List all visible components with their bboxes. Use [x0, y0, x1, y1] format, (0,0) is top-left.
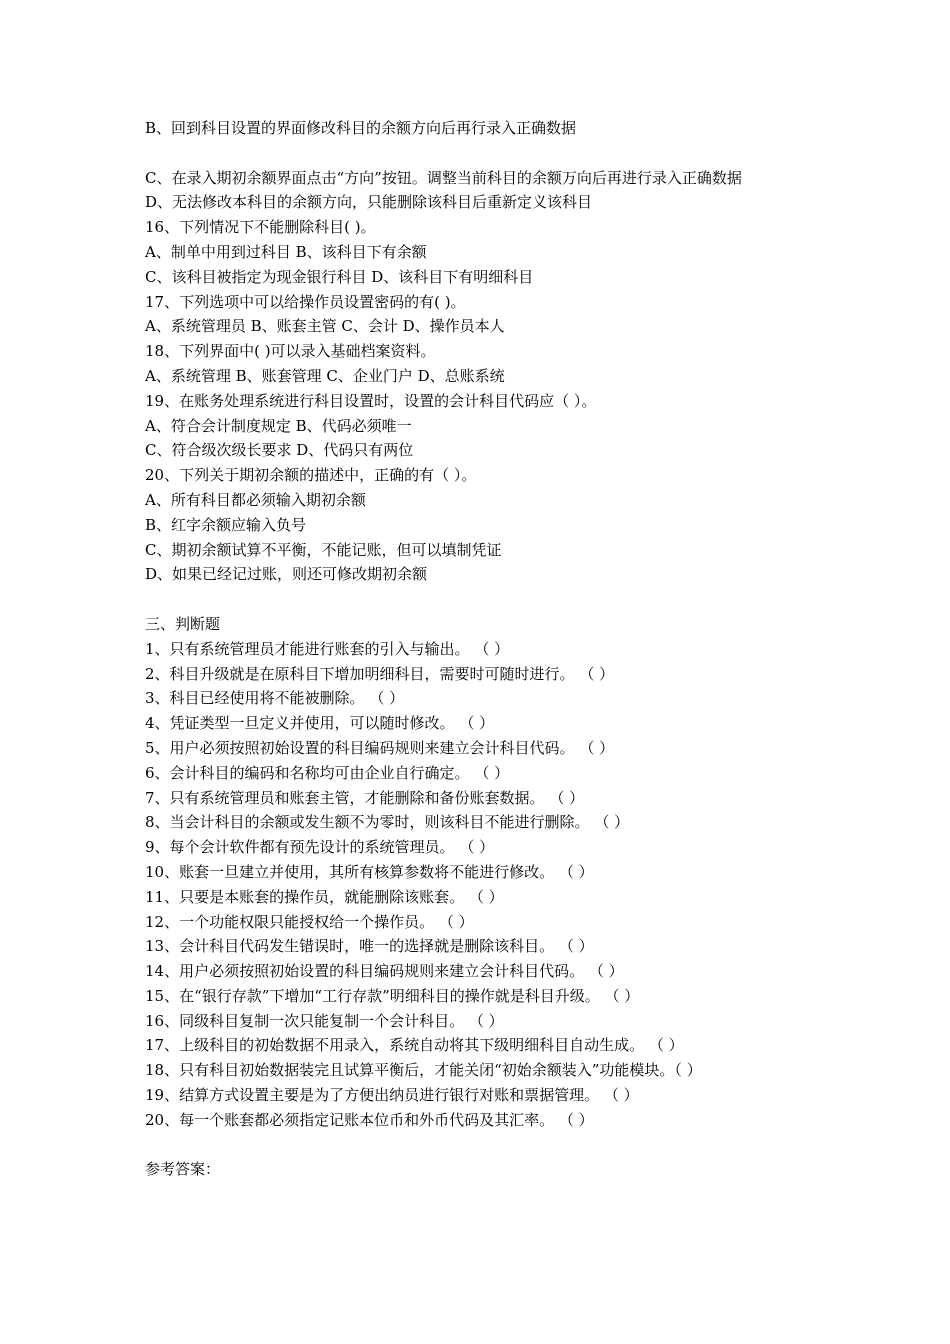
judgment-item: 11、只要是本账套的操作员，就能删除该账套。 （ ） — [145, 887, 504, 906]
question-line: 20、下列关于期初余额的描述中，正确的有（ ）。 — [145, 466, 477, 485]
judgment-item: 1、只有系统管理员才能进行账套的引入与输出。 （ ） — [145, 639, 510, 658]
judgment-item: 19、结算方式设置主要是为了方便出纳员进行银行对账和票据管理。 （ ） — [145, 1086, 639, 1105]
option-line: C、该科目被指定为现金银行科目 D、该科目下有明细科目 — [145, 267, 534, 286]
judgment-item: 14、用户必须按照初始设置的科目编码规则来建立会计科目代码。 （ ） — [145, 962, 624, 981]
option-line: C、在录入期初余额界面点击“方向”按钮。调整当前科目的余额万向后再进行录入正确数据 — [145, 168, 742, 187]
question-line: 16、下列情况下不能删除科目( )。 — [145, 218, 376, 237]
judgment-item: 2、科目升级就是在原科目下增加明细科目，需要时可随时进行。 （ ） — [145, 664, 615, 683]
judgment-item: 8、当会计科目的余额或发生额不为零时，则该科目不能进行删除。 （ ） — [145, 813, 630, 832]
section-title: 三、判断题 — [145, 614, 221, 633]
option-line: A、所有科目都必须输入期初余额 — [145, 490, 366, 509]
blank-line — [145, 587, 815, 612]
option-line: A、符合会计制度规定 B、代码必须唯一 — [145, 416, 412, 435]
blank-line — [145, 141, 815, 166]
judgment-item: 20、每一个账套都必须指定记账本位币和外币代码及其汇率。 （ ） — [145, 1110, 594, 1129]
judgment-item: 6、会计科目的编码和名称均可由企业自行确定。 （ ） — [145, 763, 510, 782]
option-line: A、系统管理员 B、账套主管 C、会计 D、操作员本人 — [145, 317, 505, 336]
judgment-item: 9、每个会计软件都有预先设计的系统管理员。 （ ） — [145, 838, 495, 857]
judgment-item: 17、上级科目的初始数据不用录入，系统自动将其下级明细科目自动生成。 （ ） — [145, 1036, 684, 1055]
question-line: 19、在账务处理系统进行科目设置时，设置的会计科目代码应（ ）。 — [145, 391, 597, 410]
blank-line — [145, 1133, 815, 1158]
option-line: C、期初余额试算不平衡，不能记账，但可以填制凭证 — [145, 540, 502, 559]
option-line: A、系统管理 B、账套管理 C、企业门户 D、总账系统 — [145, 366, 505, 385]
question-line: 17、下列选项中可以给操作员设置密码的有( )。 — [145, 292, 466, 311]
judgment-item: 5、用户必须按照初始设置的科目编码规则来建立会计科目代码。 （ ） — [145, 738, 615, 757]
option-line: C、符合级次级长要求 D、代码只有两位 — [145, 441, 414, 460]
judgment-item: 13、会计科目代码发生错误时，唯一的选择就是删除该科目。 （ ） — [145, 937, 594, 956]
judgment-item: 10、账套一旦建立并使用，其所有核算参数将不能进行修改。 （ ） — [145, 862, 594, 881]
judgment-item: 3、科目已经使用将不能被删除。 （ ） — [145, 689, 405, 708]
question-line: 18、下列界面中( )可以录入基础档案资料。 — [145, 342, 436, 361]
answers-title: 参考答案： — [145, 1160, 221, 1179]
judgment-item: 12、一个功能权限只能授权给一个操作员。 （ ） — [145, 912, 474, 931]
judgment-item: 15、在“银行存款”下增加“工行存款”明细科目的操作就是科目升级。 （ ） — [145, 986, 640, 1005]
judgment-list — [145, 637, 815, 1133]
judgment-item: 4、凭证类型一旦定义并使用，可以随时修改。 （ ） — [145, 714, 495, 733]
option-line: D、无法修改本科目的余额方向，只能删除该科目后重新定义该科目 — [145, 193, 593, 212]
option-line: D、如果已经记过账，则还可修改期初余额 — [145, 565, 428, 584]
judgment-item: 7、只有系统管理员和账套主管，才能删除和备份账套数据。 （ ） — [145, 788, 585, 807]
option-line: A、制单中用到过科目 B、该科目下有余额 — [145, 242, 427, 261]
judgment-item: 18、只有科目初始数据装完且试算平衡后，才能关闭“初始余额装入”功能模块。（ ） — [145, 1061, 702, 1080]
option-line: B、回到科目设置的界面修改科目的余额方向后再行录入正确数据 — [145, 119, 577, 137]
judgment-item: 16、同级科目复制一次只能复制一个会计科目。 （ ） — [145, 1011, 504, 1030]
document-page — [145, 116, 815, 1182]
option-line: B、红字余额应输入负号 — [145, 515, 307, 534]
